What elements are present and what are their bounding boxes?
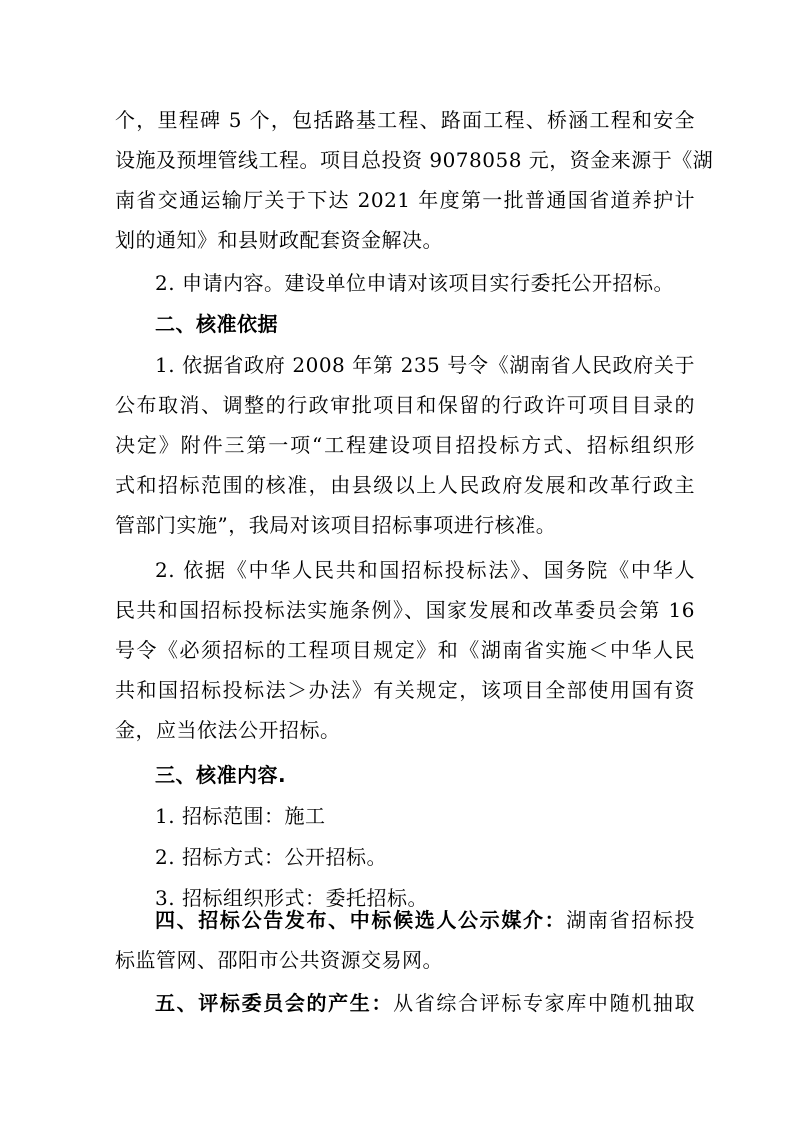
text-line: 划的通知》和县财政配套资金解决。 <box>115 228 443 252</box>
section-approval-content <box>115 755 695 918</box>
list-item: 3. 招标组织形式：委托招标。 <box>155 886 428 910</box>
section-announcement-media <box>115 900 695 980</box>
text-line: 2. 依据《中华人民共和国招标投标法》、国务院《中华人 <box>155 558 695 582</box>
section-heading: 三、核准内容. <box>155 763 287 787</box>
text-line: 设施及预埋管线工程。项目总投资 9078058 元，资金来源于《湖 <box>115 148 714 172</box>
text-line: 2. 申请内容。建设单位申请对该项目实行委托公开招标。 <box>155 271 674 295</box>
text-line: 共和国招标投标法＞办法》有关规定，该项目全部使用国有资 <box>115 678 695 702</box>
paragraph-basis-1 <box>115 345 695 545</box>
text-line: 管部门实施”，我局对该项目招标事项进行核准。 <box>115 513 557 537</box>
text-line: 1. 依据省政府 2008 年第 235 号令《湖南省人民政府关于 <box>155 353 695 377</box>
text-line: 公布取消、调整的行政审批项目和保留的行政许可项目目录的 <box>115 393 695 417</box>
text-fragment: 湖南省招标投 <box>566 908 696 932</box>
paragraph-project-description <box>115 100 714 260</box>
section-heading: 二、核准依据 <box>155 312 278 336</box>
text-fragment: 从省综合评标专家库中随机抽取 <box>393 991 696 1015</box>
text-line <box>115 983 695 1023</box>
text-line: 标监管网、邵阳市公共资源交易网。 <box>115 948 443 972</box>
text-line: 式和招标范围的核准，由县级以上人民政府发展和改革行政主 <box>115 473 695 497</box>
text-line: 号令《必须招标的工程项目规定》和《湖南省实施＜中华人民 <box>115 638 695 662</box>
text-line: 个，里程碑 5 个，包括路基工程、路面工程、桥涵工程和安全 <box>115 108 695 132</box>
section-heading: 五、评标委员会的产生： <box>155 991 394 1015</box>
text-line: 金，应当依法公开招标。 <box>115 718 341 742</box>
text-line <box>115 900 695 940</box>
paragraph-basis-2 <box>115 550 695 750</box>
list-item: 1. 招标范围：施工 <box>155 804 326 828</box>
section-approval-basis <box>115 304 695 344</box>
text-line: 南省交通运输厅关于下达 2021 年度第一批普通国省道养护计 <box>115 188 695 212</box>
paragraph-application-content <box>115 263 695 303</box>
list-item: 2. 招标方式：公开招标。 <box>155 845 387 869</box>
section-evaluation-committee <box>115 983 695 1023</box>
section-heading: 四、招标公告发布、中标候选人公示媒介： <box>155 908 567 932</box>
text-line: 民共和国招标投标法实施条例》、国家发展和改革委员会第 16 <box>115 598 695 622</box>
text-line: 决定》附件三第一项“工程建设项目招投标方式、招标组织形 <box>115 433 695 457</box>
